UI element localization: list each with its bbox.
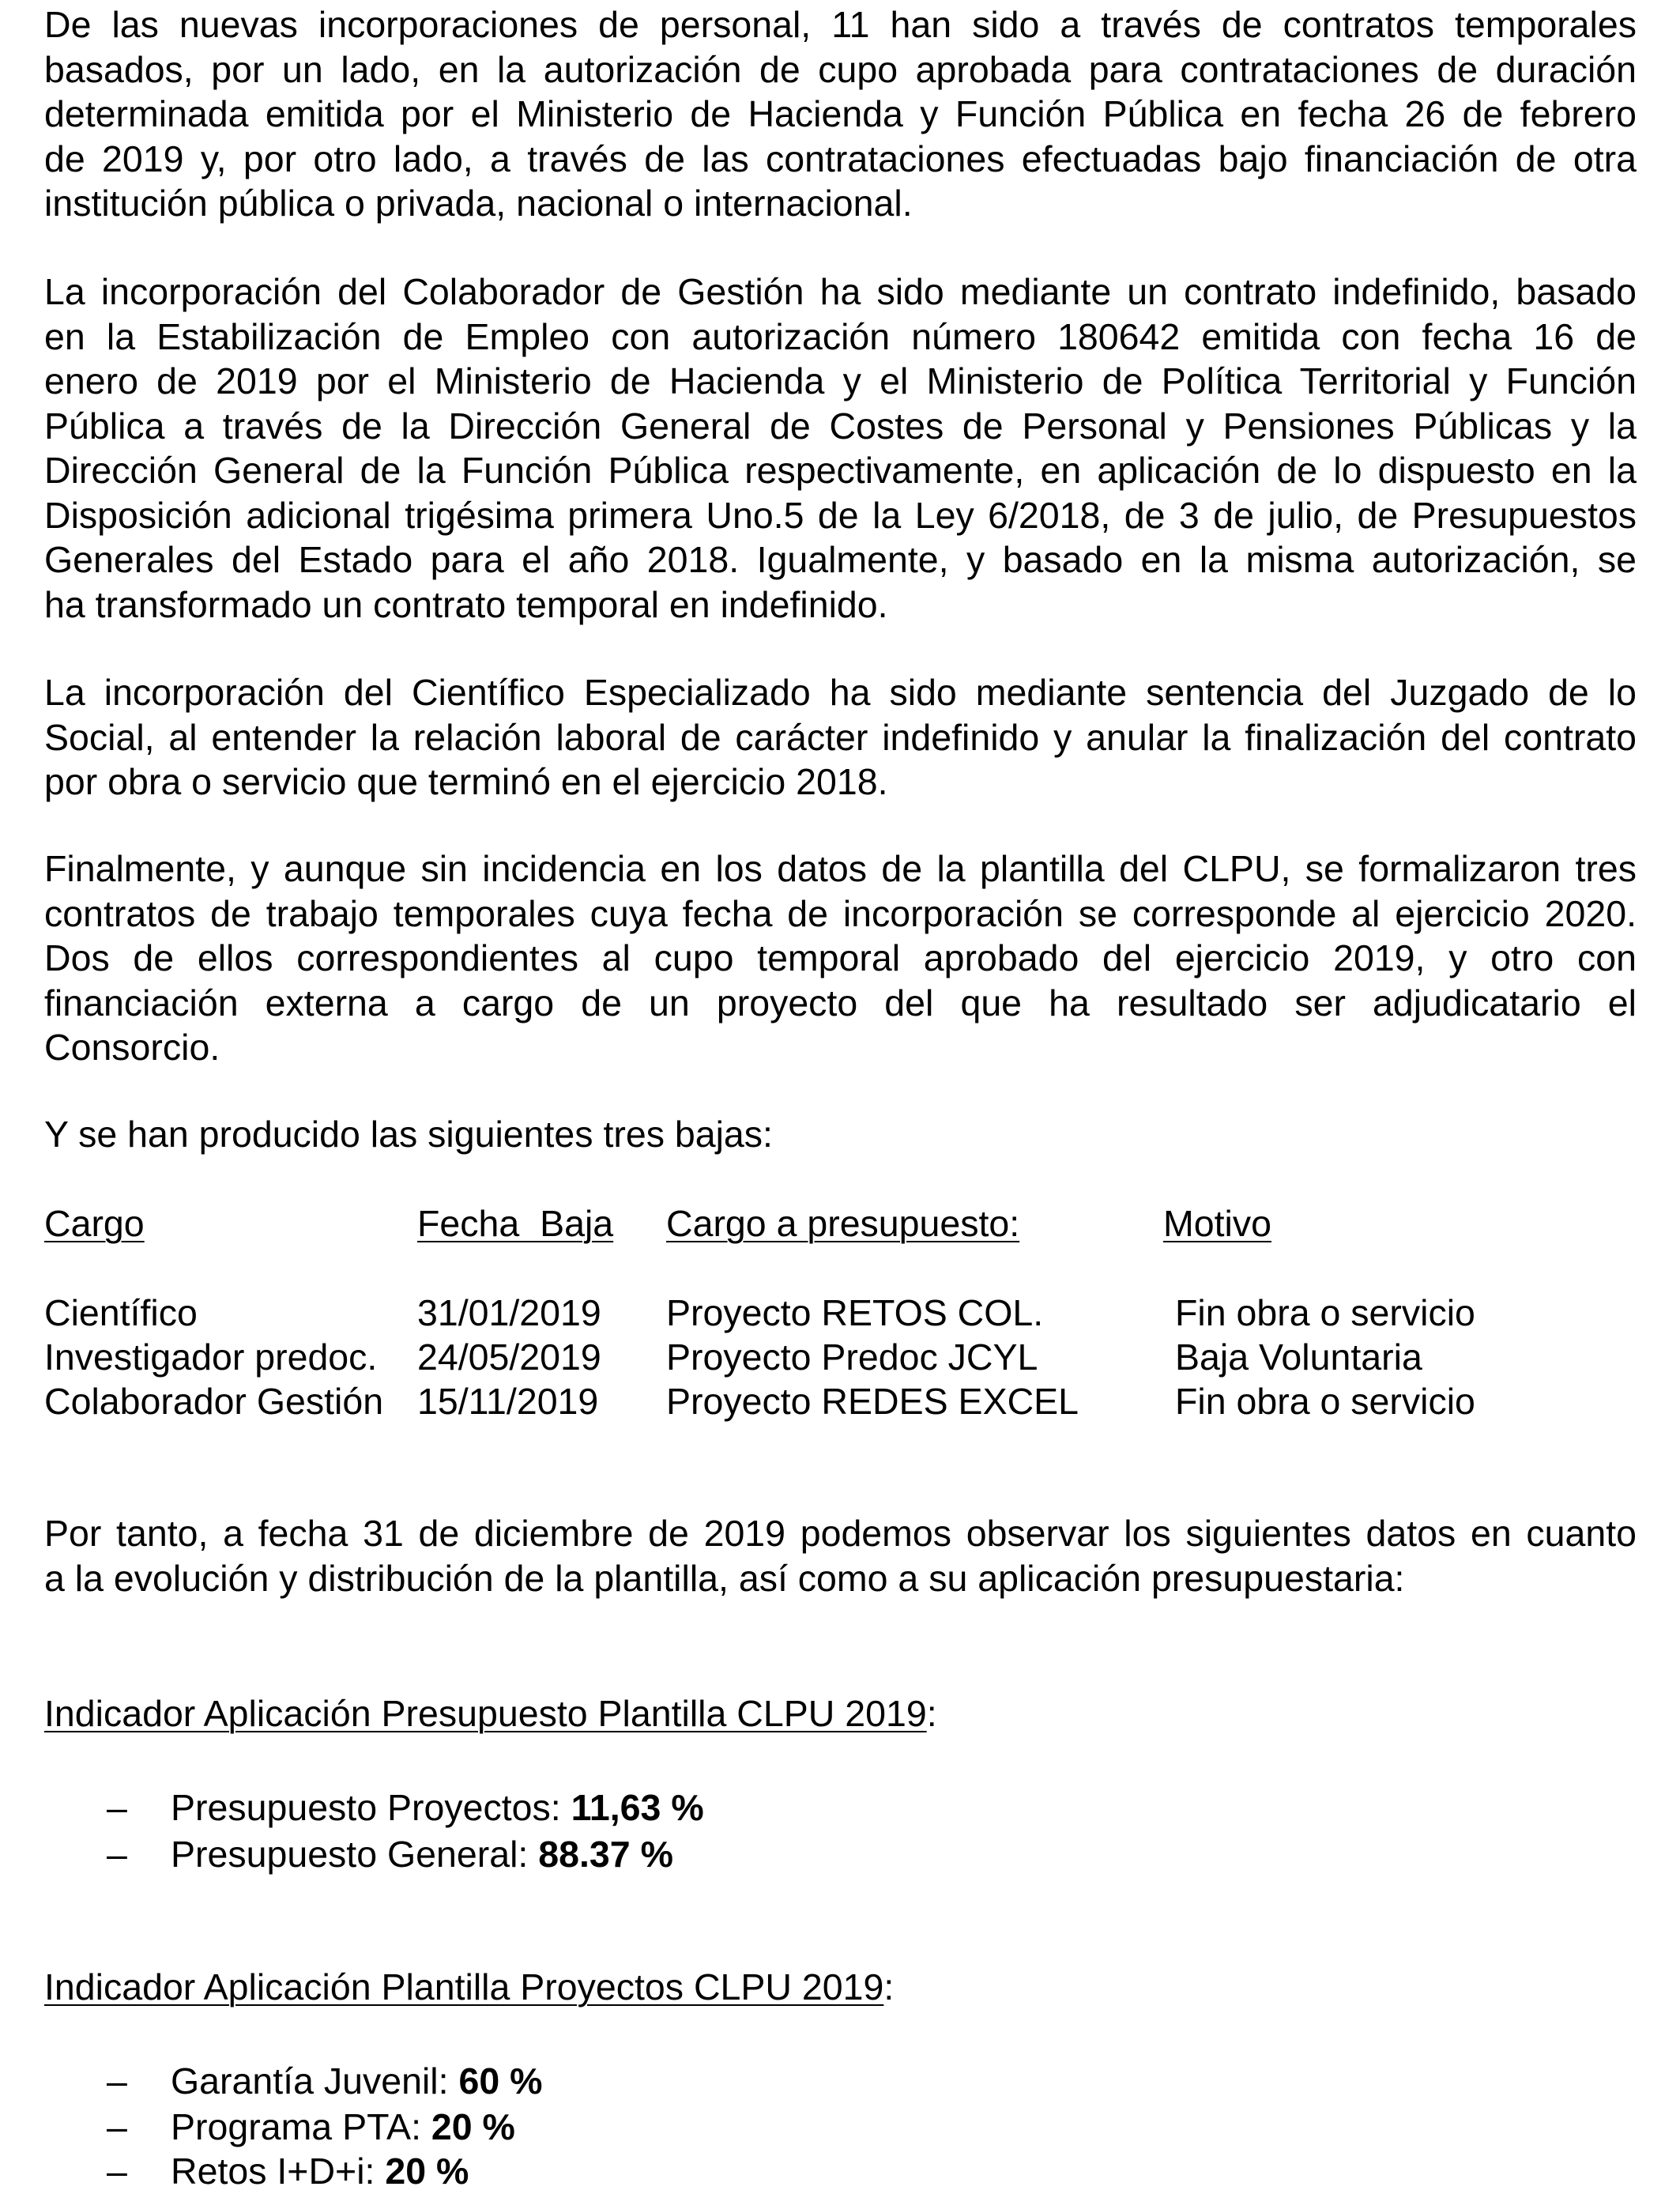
text-line: Dirección General de la Función Pública respectivamente, en aplicación de lo dispuesto en la (44, 450, 1637, 491)
header-motivo: Motivo (1163, 1203, 1271, 1244)
item-value: 88.37 % (538, 1834, 673, 1875)
text-line: La incorporación del Colaborador de Gestión ha sido mediante un contrato indefinido, basado (44, 271, 1637, 312)
text-line: Por tanto, a fecha 31 de diciembre de 2019 podemos observar los siguientes datos en cuanto (44, 1513, 1637, 1554)
text-line: institución pública o privada, nacional o internacional. (44, 183, 913, 224)
item-value: 11,63 % (571, 1787, 704, 1828)
item-label: Programa PTA: (171, 2106, 431, 2147)
indicator-title-suffix: : (926, 1693, 937, 1734)
text-line: Dos de ellos correspondientes al cupo temporal aprobado del ejercicio 2019, y otro con (44, 937, 1637, 978)
item-label: Presupuesto General: (171, 1834, 539, 1875)
indicator-proyectos-title (44, 1965, 894, 2010)
header-fecha-baja: Fecha Baja (417, 1203, 614, 1244)
dash-icon: – (107, 1834, 127, 1875)
bajas-intro: Y se han producido las siguientes tres bajas: (44, 1114, 773, 1155)
text-line: Generales del Estado para el año 2018. Igualmente, y basado en la misma autorización, se (44, 539, 1637, 580)
item-label: Presupuesto Proyectos: (171, 1787, 571, 1828)
item-value: 60 % (458, 2060, 543, 2102)
dash-icon: – (107, 2106, 127, 2147)
text-line: Disposición adicional trigésima primera Uno.5 de la Ley 6/2018, de 3 de julio, de Presupuestos (44, 494, 1637, 536)
text-line: determinada emitida por el Ministerio de Hacienda y Función Pública en fecha 26 de febrero (44, 93, 1637, 134)
list-item-content (171, 2105, 515, 2150)
dash-icon: – (107, 1787, 127, 1828)
indicator-title-suffix: : (883, 1966, 895, 2007)
text-line: Finalmente, y aunque sin incidencia en los datos de la plantilla del CLPU, se formalizaron tres (44, 848, 1637, 889)
text-line: La incorporación del Científico Especializado ha sido mediante sentencia del Juzgado de lo (44, 672, 1637, 713)
paragraph-por-tanto (44, 1511, 1637, 1600)
text-line: Social, al entender la relación laboral de carácter indefinido y anular la finalización del contrato (44, 716, 1637, 758)
text-line: contratos de trabajo temporales cuya fecha de incorporación se corresponde al ejercicio 2020. (44, 892, 1637, 934)
list-item-content (171, 1785, 704, 1830)
paragraph-new-hires (44, 2, 1637, 226)
paragraph-cientifico-especializado (44, 670, 1637, 805)
cell-cargo: Investigador predoc. (44, 1336, 378, 1378)
cell-motivo: Fin obra o servicio (1175, 1381, 1475, 1422)
text-line: por obra o servicio que terminó en el ejercicio 2018. (44, 761, 888, 802)
cell-cargo: Científico (44, 1292, 198, 1333)
cell-fecha: 24/05/2019 (417, 1336, 601, 1378)
text-line: financiación externa a cargo de un proyecto del que ha resultado ser adjudicatario el (44, 982, 1637, 1023)
text-line: De las nuevas incorporaciones de personal, 11 han sido a través de contratos temporales (44, 4, 1637, 45)
header-cargo-presupuesto: Cargo a presupuesto: (666, 1203, 1020, 1244)
indicator-presupuesto-title (44, 1691, 937, 1736)
cell-fecha: 15/11/2019 (417, 1381, 599, 1422)
cell-motivo: Baja Voluntaria (1175, 1336, 1422, 1378)
text-line: de 2019 y, por otro lado, a través de las contrataciones efectuadas bajo financiación de otra (44, 138, 1637, 179)
text-line: basados, por un lado, en la autorización de cupo aprobada para contrataciones de duración (44, 48, 1637, 90)
list-item-content (171, 2059, 542, 2104)
item-label: Retos I+D+i: (171, 2151, 386, 2192)
text-line: Consorcio. (44, 1027, 220, 1068)
dash-icon: – (107, 2060, 127, 2102)
text-line: en la Estabilización de Empleo con autorización número 180642 emitida con fecha 16 de (44, 315, 1637, 357)
paragraph-finalmente (44, 846, 1637, 1070)
list-item-content (171, 1832, 673, 1877)
item-label: Garantía Juvenil: (171, 2060, 459, 2102)
indicator-title-text: Indicador Aplicación Presupuesto Plantilla CLPU 2019 (44, 1693, 927, 1734)
cell-cargo: Colaborador Gestión (44, 1381, 384, 1422)
list-item-content (171, 2149, 469, 2194)
item-value: 20 % (431, 2106, 515, 2147)
paragraph-colaborador-gestion (44, 270, 1637, 627)
text-line: ha transformado un contrato temporal en indefinido. (44, 583, 888, 625)
text-line: enero de 2019 por el Ministerio de Hacienda y el Ministerio de Política Territorial y Función (44, 360, 1637, 401)
cell-presupuesto: Proyecto Predoc JCYL (666, 1336, 1038, 1378)
cell-presupuesto: Proyecto REDES EXCEL (666, 1381, 1079, 1422)
header-cargo: Cargo (44, 1203, 145, 1244)
item-value: 20 % (385, 2151, 469, 2192)
cell-motivo: Fin obra o servicio (1175, 1292, 1475, 1333)
indicator-title-text: Indicador Aplicación Plantilla Proyectos CLPU 2019 (44, 1966, 884, 2007)
dash-icon: – (107, 2151, 127, 2192)
text-line: Pública a través de la Dirección General de Costes de Personal y Pensiones Públicas y la (44, 405, 1637, 447)
cell-fecha: 31/01/2019 (417, 1292, 601, 1333)
text-line: a la evolución y distribución de la plantilla, así como a su aplicación presupuestaria: (44, 1557, 1405, 1599)
cell-presupuesto: Proyecto RETOS COL. (666, 1292, 1044, 1333)
